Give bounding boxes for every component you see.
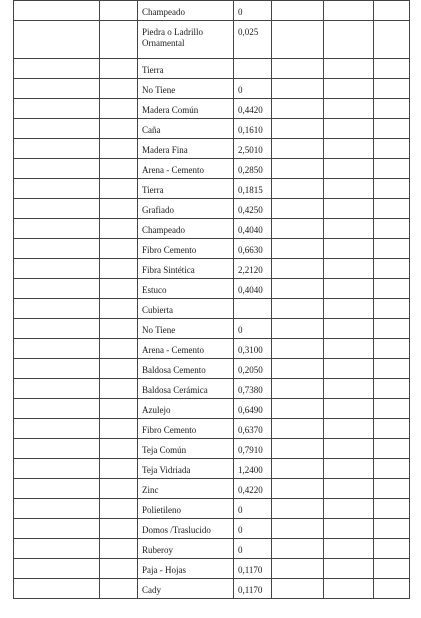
empty-cell [374, 139, 410, 159]
empty-cell [324, 279, 374, 299]
material-cell [138, 399, 234, 419]
material-label: Madera Común [142, 105, 199, 115]
empty-cell [324, 99, 374, 119]
empty-cell [14, 339, 100, 359]
coefficient-value: 0 [238, 545, 243, 555]
material-label: Grafiado [142, 205, 174, 215]
material-label: Arena - Cemento [142, 345, 204, 355]
table-row [14, 59, 410, 79]
material-cell [138, 559, 234, 579]
coefficient-cell [234, 139, 272, 159]
table-row [14, 339, 410, 359]
table-row [14, 579, 410, 599]
empty-cell [14, 439, 100, 459]
table-row [14, 179, 410, 199]
table-row [14, 479, 410, 499]
table-row [14, 559, 410, 579]
empty-cell [324, 399, 374, 419]
material-label: No Tiene [142, 325, 176, 335]
material-cell [138, 459, 234, 479]
empty-cell [324, 479, 374, 499]
empty-cell [272, 539, 324, 559]
empty-cell [324, 259, 374, 279]
empty-cell [100, 379, 138, 399]
table-row [14, 199, 410, 219]
coefficient-cell [234, 499, 272, 519]
empty-cell [100, 399, 138, 419]
empty-cell [374, 179, 410, 199]
material-cell [138, 339, 234, 359]
coefficient-value: 0,4040 [238, 285, 263, 295]
empty-cell [272, 199, 324, 219]
empty-cell [272, 579, 324, 599]
material-cell [138, 219, 234, 239]
table-row [14, 79, 410, 99]
table-row [14, 419, 410, 439]
empty-cell [272, 399, 324, 419]
empty-cell [272, 499, 324, 519]
empty-cell [272, 1, 324, 21]
empty-cell [14, 239, 100, 259]
empty-cell [14, 539, 100, 559]
empty-cell [374, 1, 410, 21]
empty-cell [272, 21, 324, 59]
empty-cell [14, 139, 100, 159]
empty-cell [14, 559, 100, 579]
coefficient-cell [234, 419, 272, 439]
material-label: Champeado [142, 7, 185, 17]
empty-cell [100, 319, 138, 339]
coefficient-value: 0,4220 [238, 485, 263, 495]
material-cell [138, 21, 234, 59]
coefficient-value: 0,4250 [238, 205, 263, 215]
empty-cell [14, 519, 100, 539]
coefficient-cell [234, 199, 272, 219]
table-row [14, 319, 410, 339]
material-cell [138, 119, 234, 139]
material-label: Azulejo [142, 405, 171, 415]
material-label: Domos /Traslucido [142, 525, 211, 535]
empty-cell [14, 219, 100, 239]
coefficient-cell [234, 59, 272, 79]
coefficient-cell [234, 319, 272, 339]
empty-cell [14, 399, 100, 419]
coefficient-value: 0 [238, 525, 243, 535]
empty-cell [14, 479, 100, 499]
coefficient-cell [234, 559, 272, 579]
empty-cell [272, 219, 324, 239]
empty-cell [324, 379, 374, 399]
coefficient-cell [234, 479, 272, 499]
coefficient-value: 0,1170 [238, 585, 263, 595]
coefficient-value: 0,7380 [238, 385, 263, 395]
empty-cell [100, 79, 138, 99]
empty-cell [324, 21, 374, 59]
material-coefficient-table [13, 0, 410, 599]
material-cell [138, 259, 234, 279]
coefficient-value: 0 [238, 85, 243, 95]
coefficient-cell [234, 239, 272, 259]
coefficient-value: 2,5010 [238, 145, 263, 155]
empty-cell [14, 59, 100, 79]
table-row [14, 139, 410, 159]
empty-cell [100, 579, 138, 599]
material-cell [138, 159, 234, 179]
material-cell [138, 239, 234, 259]
empty-cell [14, 21, 100, 59]
empty-cell [100, 239, 138, 259]
coefficient-cell [234, 399, 272, 419]
empty-cell [14, 119, 100, 139]
empty-cell [324, 359, 374, 379]
empty-cell [374, 479, 410, 499]
empty-cell [374, 499, 410, 519]
empty-cell [374, 279, 410, 299]
empty-cell [14, 179, 100, 199]
empty-cell [100, 99, 138, 119]
table-row [14, 99, 410, 119]
empty-cell [324, 119, 374, 139]
coefficient-value: 0,3100 [238, 345, 263, 355]
coefficient-cell [234, 359, 272, 379]
empty-cell [272, 359, 324, 379]
empty-cell [14, 419, 100, 439]
coefficient-cell [234, 519, 272, 539]
coefficient-value [238, 59, 271, 65]
coefficient-cell [234, 159, 272, 179]
empty-cell [272, 299, 324, 319]
empty-cell [374, 359, 410, 379]
empty-cell [272, 119, 324, 139]
material-cell [138, 199, 234, 219]
material-cell [138, 1, 234, 21]
empty-cell [374, 339, 410, 359]
coefficient-value: 0,2050 [238, 365, 263, 375]
empty-cell [272, 559, 324, 579]
material-label: No Tiene [142, 85, 176, 95]
empty-cell [374, 419, 410, 439]
material-label: Baldosa Cerámica [142, 385, 208, 395]
material-cell [138, 419, 234, 439]
empty-cell [374, 259, 410, 279]
table-row [14, 439, 410, 459]
coefficient-value: 0 [238, 505, 243, 515]
empty-cell [324, 59, 374, 79]
empty-cell [324, 179, 374, 199]
material-cell [138, 59, 234, 79]
coefficient-cell [234, 459, 272, 479]
table-row [14, 299, 410, 319]
empty-cell [100, 199, 138, 219]
empty-cell [100, 179, 138, 199]
empty-cell [374, 399, 410, 419]
empty-cell [272, 59, 324, 79]
coefficient-cell [234, 99, 272, 119]
empty-cell [324, 419, 374, 439]
empty-cell [100, 119, 138, 139]
empty-cell [100, 519, 138, 539]
empty-cell [14, 1, 100, 21]
empty-cell [324, 199, 374, 219]
coefficient-value: 0,1170 [238, 565, 263, 575]
empty-cell [14, 319, 100, 339]
empty-cell [100, 59, 138, 79]
table-row [14, 1, 410, 21]
material-label: Teja Común [142, 445, 187, 455]
empty-cell [324, 299, 374, 319]
empty-cell [100, 299, 138, 319]
coefficient-value: 0,1610 [238, 125, 263, 135]
coefficient-value: 0,6630 [238, 245, 263, 255]
empty-cell [324, 539, 374, 559]
material-label: Champeado [142, 225, 185, 235]
empty-cell [324, 139, 374, 159]
coefficient-value: 2,2120 [238, 265, 263, 275]
material-label: Fibro Cemento [142, 425, 197, 435]
material-cell [138, 179, 234, 199]
coefficient-value: 0,7910 [238, 445, 263, 455]
empty-cell [374, 79, 410, 99]
empty-cell [100, 279, 138, 299]
empty-cell [374, 299, 410, 319]
empty-cell [100, 439, 138, 459]
empty-cell [324, 459, 374, 479]
material-label: Arena - Cemento [142, 165, 204, 175]
empty-cell [100, 419, 138, 439]
empty-cell [374, 119, 410, 139]
empty-cell [14, 279, 100, 299]
material-cell [138, 279, 234, 299]
coefficient-cell [234, 579, 272, 599]
empty-cell [100, 359, 138, 379]
empty-cell [374, 519, 410, 539]
empty-cell [100, 219, 138, 239]
empty-cell [374, 459, 410, 479]
empty-cell [14, 359, 100, 379]
table-row [14, 279, 410, 299]
material-label: Fibra Sintética [142, 265, 195, 275]
empty-cell [14, 199, 100, 219]
material-cell [138, 319, 234, 339]
coefficient-cell [234, 179, 272, 199]
empty-cell [272, 519, 324, 539]
empty-cell [272, 319, 324, 339]
coefficient-value: 0,6490 [238, 405, 263, 415]
empty-cell [374, 199, 410, 219]
empty-cell [324, 579, 374, 599]
coefficient-cell [234, 339, 272, 359]
table-row [14, 159, 410, 179]
empty-cell [324, 239, 374, 259]
empty-cell [14, 379, 100, 399]
empty-cell [374, 379, 410, 399]
empty-cell [272, 339, 324, 359]
empty-cell [272, 159, 324, 179]
empty-cell [272, 479, 324, 499]
table-row [14, 21, 410, 59]
table-body [14, 1, 410, 599]
coefficient-value: 0 [238, 325, 243, 335]
empty-cell [100, 459, 138, 479]
empty-cell [272, 439, 324, 459]
empty-cell [14, 99, 100, 119]
material-label: Polietileno [142, 505, 181, 515]
coefficient-cell [234, 379, 272, 399]
coefficient-cell [234, 539, 272, 559]
material-label: Tierra [142, 185, 164, 195]
empty-cell [324, 219, 374, 239]
empty-cell [374, 239, 410, 259]
empty-cell [14, 159, 100, 179]
table-row [14, 119, 410, 139]
empty-cell [324, 559, 374, 579]
material-label: Cady [142, 585, 161, 595]
empty-cell [272, 79, 324, 99]
material-cell [138, 79, 234, 99]
table-row [14, 379, 410, 399]
empty-cell [374, 21, 410, 59]
table-row [14, 399, 410, 419]
empty-cell [324, 79, 374, 99]
table-row [14, 219, 410, 239]
empty-cell [272, 379, 324, 399]
coefficient-cell [234, 79, 272, 99]
empty-cell [272, 419, 324, 439]
material-cell [138, 299, 234, 319]
table-row [14, 259, 410, 279]
coefficient-value: 0,4040 [238, 225, 263, 235]
material-label: Estuco [142, 285, 167, 295]
empty-cell [272, 279, 324, 299]
empty-cell [374, 439, 410, 459]
empty-cell [100, 1, 138, 21]
empty-cell [14, 459, 100, 479]
empty-cell [272, 259, 324, 279]
empty-cell [374, 579, 410, 599]
empty-cell [100, 139, 138, 159]
material-label: Ruberoy [142, 545, 173, 555]
empty-cell [324, 499, 374, 519]
table-row [14, 539, 410, 559]
table-row [14, 499, 410, 519]
coefficient-value: 0,2850 [238, 165, 263, 175]
empty-cell [14, 259, 100, 279]
coefficient-cell [234, 439, 272, 459]
empty-cell [100, 559, 138, 579]
coefficient-cell [234, 219, 272, 239]
empty-cell [324, 319, 374, 339]
material-label: Piedra o Ladrillo Ornamental [142, 27, 203, 48]
coefficient-value: 0,1815 [238, 185, 263, 195]
material-label: Tierra [142, 65, 164, 75]
coefficient-cell [234, 299, 272, 319]
material-label: Cubierta [142, 305, 173, 315]
empty-cell [374, 99, 410, 119]
empty-cell [100, 21, 138, 59]
empty-cell [100, 339, 138, 359]
material-label: Zinc [142, 485, 159, 495]
coefficient-value: 0,6370 [238, 425, 263, 435]
material-label: Teja Vidriada [142, 465, 191, 475]
empty-cell [324, 1, 374, 21]
coefficient-value [238, 299, 271, 305]
empty-cell [324, 519, 374, 539]
material-cell [138, 99, 234, 119]
empty-cell [374, 319, 410, 339]
coefficient-value: 1,2400 [238, 465, 263, 475]
coefficient-cell [234, 279, 272, 299]
material-cell [138, 139, 234, 159]
material-label: Baldosa Cemento [142, 365, 206, 375]
empty-cell [100, 539, 138, 559]
empty-cell [272, 99, 324, 119]
empty-cell [374, 559, 410, 579]
material-cell [138, 479, 234, 499]
empty-cell [324, 339, 374, 359]
material-cell [138, 579, 234, 599]
empty-cell [324, 439, 374, 459]
empty-cell [100, 499, 138, 519]
empty-cell [100, 159, 138, 179]
material-label: Fibro Cemento [142, 245, 197, 255]
coefficient-value: 0 [238, 7, 243, 17]
empty-cell [100, 259, 138, 279]
empty-cell [100, 479, 138, 499]
empty-cell [272, 459, 324, 479]
coefficient-cell [234, 21, 272, 59]
empty-cell [14, 299, 100, 319]
material-cell [138, 499, 234, 519]
empty-cell [14, 499, 100, 519]
material-cell [138, 539, 234, 559]
empty-cell [374, 59, 410, 79]
material-cell [138, 359, 234, 379]
empty-cell [374, 539, 410, 559]
material-label: Madera Fina [142, 145, 188, 155]
coefficient-cell [234, 259, 272, 279]
empty-cell [272, 139, 324, 159]
material-cell [138, 379, 234, 399]
table-row [14, 359, 410, 379]
empty-cell [374, 159, 410, 179]
material-label: Caña [142, 125, 161, 135]
empty-cell [272, 179, 324, 199]
coefficient-cell [234, 1, 272, 21]
table-row [14, 459, 410, 479]
material-label: Paja - Hojas [142, 565, 186, 575]
empty-cell [14, 79, 100, 99]
material-cell [138, 519, 234, 539]
coefficient-value: 0,4420 [238, 105, 263, 115]
material-cell [138, 439, 234, 459]
empty-cell [374, 219, 410, 239]
coefficient-cell [234, 119, 272, 139]
empty-cell [14, 579, 100, 599]
table-row [14, 239, 410, 259]
coefficient-value: 0,025 [238, 27, 259, 37]
empty-cell [324, 159, 374, 179]
table-row [14, 519, 410, 539]
empty-cell [272, 239, 324, 259]
